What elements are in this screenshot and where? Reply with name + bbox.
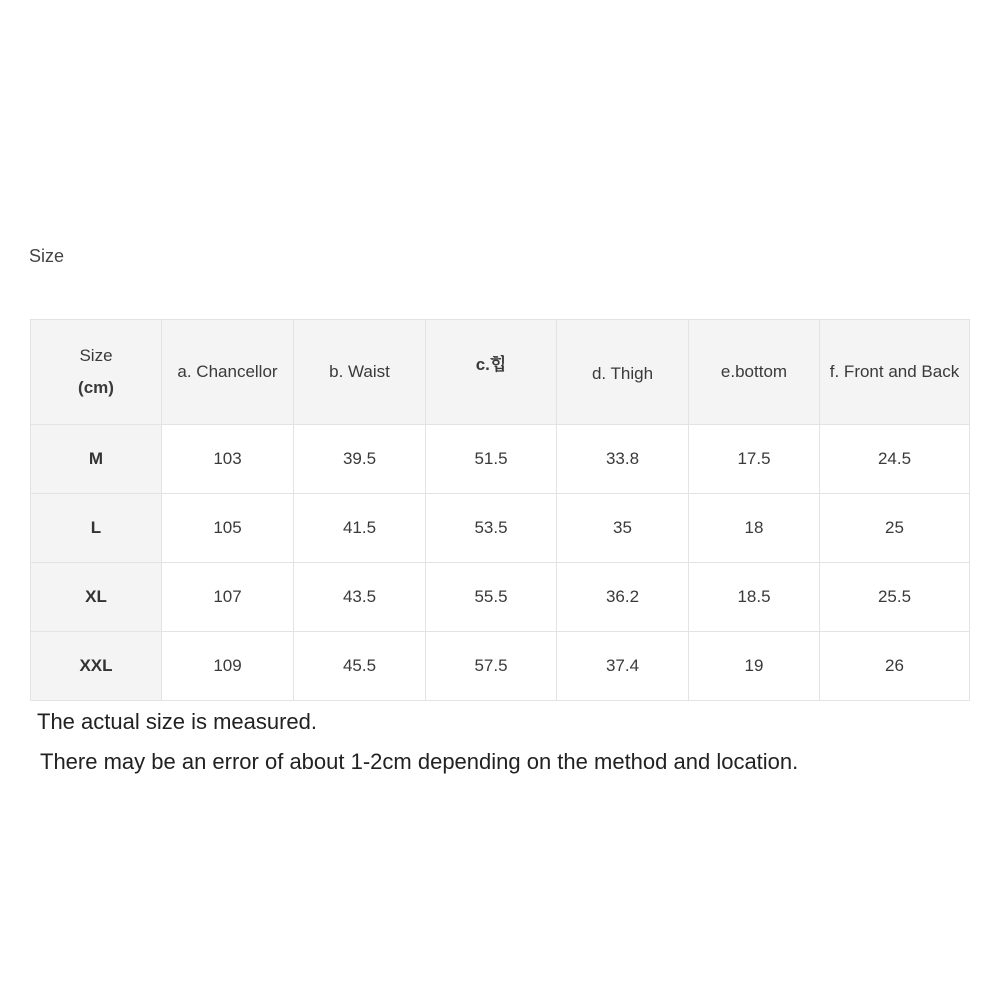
table-cell: 107 (162, 563, 294, 632)
column-header-label: f. Front and Back (829, 362, 960, 381)
column-header-label: d. Thigh (591, 364, 654, 383)
table-row (31, 425, 970, 494)
note-line: The actual size is measured. (37, 709, 318, 734)
table-cell: 35 (557, 494, 689, 563)
column-header-label: c.힙 (475, 354, 507, 374)
table-cell: 39.5 (294, 425, 426, 494)
table-cell: 41.5 (294, 494, 426, 563)
column-header-label: e.bottom (720, 362, 788, 381)
size-label-cell: XXL (31, 632, 162, 701)
table-cell: 105 (162, 494, 294, 563)
table-header-row (31, 320, 970, 425)
size-label-cell: M (31, 425, 162, 494)
column-header (820, 320, 970, 425)
table-cell: 17.5 (689, 425, 820, 494)
corner-unit: (cm) (78, 378, 114, 397)
size-label-cell: XL (31, 563, 162, 632)
table-cell: 37.4 (557, 632, 689, 701)
table-cell: 33.8 (557, 425, 689, 494)
table-cell: 109 (162, 632, 294, 701)
measurement-notes (37, 702, 798, 782)
table-cell: 36.2 (557, 563, 689, 632)
corner-header-cell (31, 320, 162, 425)
size-label-cell: L (31, 494, 162, 563)
column-header (557, 320, 689, 425)
table-cell: 57.5 (426, 632, 557, 701)
table-cell: 103 (162, 425, 294, 494)
column-header-label: b. Waist (329, 362, 390, 381)
table-cell: 25.5 (820, 563, 970, 632)
corner-label: Size (79, 346, 113, 365)
table-cell: 25 (820, 494, 970, 563)
table-cell: 19 (689, 632, 820, 701)
table-cell: 18.5 (689, 563, 820, 632)
column-header (426, 320, 557, 425)
note-line: There may be an error of about 1-2cm depending on the method and location. (40, 749, 799, 774)
table-row (31, 563, 970, 632)
table-cell: 26 (820, 632, 970, 701)
table-cell: 51.5 (426, 425, 557, 494)
section-title: Size (29, 246, 65, 266)
table-row (31, 632, 970, 701)
table-cell: 43.5 (294, 563, 426, 632)
table-row (31, 494, 970, 563)
column-header-label: a. Chancellor (177, 362, 278, 381)
table-cell: 45.5 (294, 632, 426, 701)
table-cell: 24.5 (820, 425, 970, 494)
column-header (689, 320, 820, 425)
table-cell: 53.5 (426, 494, 557, 563)
size-table (30, 319, 970, 701)
table-cell: 18 (689, 494, 820, 563)
column-header (294, 320, 426, 425)
column-header (162, 320, 294, 425)
table-cell: 55.5 (426, 563, 557, 632)
